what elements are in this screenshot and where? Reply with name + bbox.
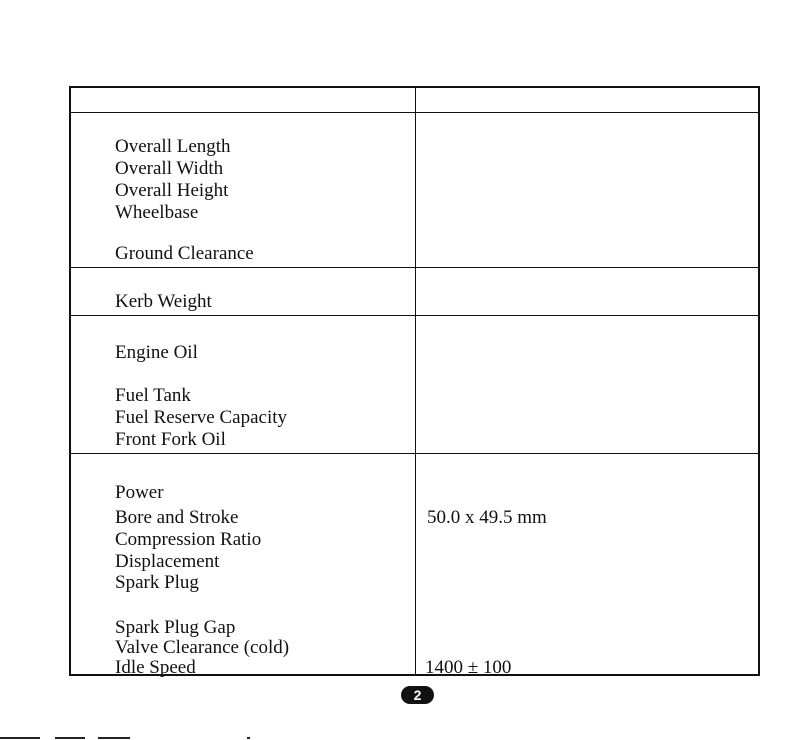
bore-stroke-value: 50.0 x 49.5 mm bbox=[427, 507, 547, 528]
scan-artifact bbox=[98, 737, 130, 739]
spec-label: Fuel Reserve Capacity bbox=[115, 407, 288, 428]
spec-label: Bore and Stroke bbox=[115, 507, 239, 528]
spec-label: Fuel Tank bbox=[115, 385, 191, 406]
spec-label: Ground Clearance bbox=[115, 243, 254, 264]
scan-artifact bbox=[247, 737, 250, 739]
header-row-divider bbox=[71, 112, 758, 113]
spec-label: Spark Plug Gap bbox=[115, 617, 236, 638]
spec-label: Overall Width bbox=[115, 158, 224, 179]
spec-label: Front Fork Oil bbox=[115, 429, 226, 450]
section-divider bbox=[71, 453, 758, 454]
spec-label: Valve Clearance (cold) bbox=[115, 637, 290, 658]
spec-label: Spark Plug bbox=[115, 572, 199, 593]
scan-artifact bbox=[55, 737, 85, 739]
idle-speed-value: 1400 ± 100 bbox=[425, 657, 512, 678]
spec-label: Idle Speed bbox=[115, 657, 196, 678]
column-divider bbox=[415, 88, 416, 674]
spec-label: Engine Oil bbox=[115, 342, 198, 363]
section-divider bbox=[71, 315, 758, 316]
spec-label: Kerb Weight bbox=[115, 291, 212, 312]
section-divider bbox=[71, 267, 758, 268]
spec-label: Wheelbase bbox=[115, 202, 199, 223]
page-number-badge: 2 bbox=[401, 686, 434, 704]
spec-label: Power bbox=[115, 482, 164, 503]
specifications-table bbox=[69, 86, 760, 676]
scan-artifact bbox=[0, 737, 40, 739]
spec-label: Overall Length bbox=[115, 136, 231, 157]
spec-label: Displacement bbox=[115, 551, 220, 572]
spec-label: Overall Height bbox=[115, 180, 229, 201]
spec-label: Compression Ratio bbox=[115, 529, 262, 550]
